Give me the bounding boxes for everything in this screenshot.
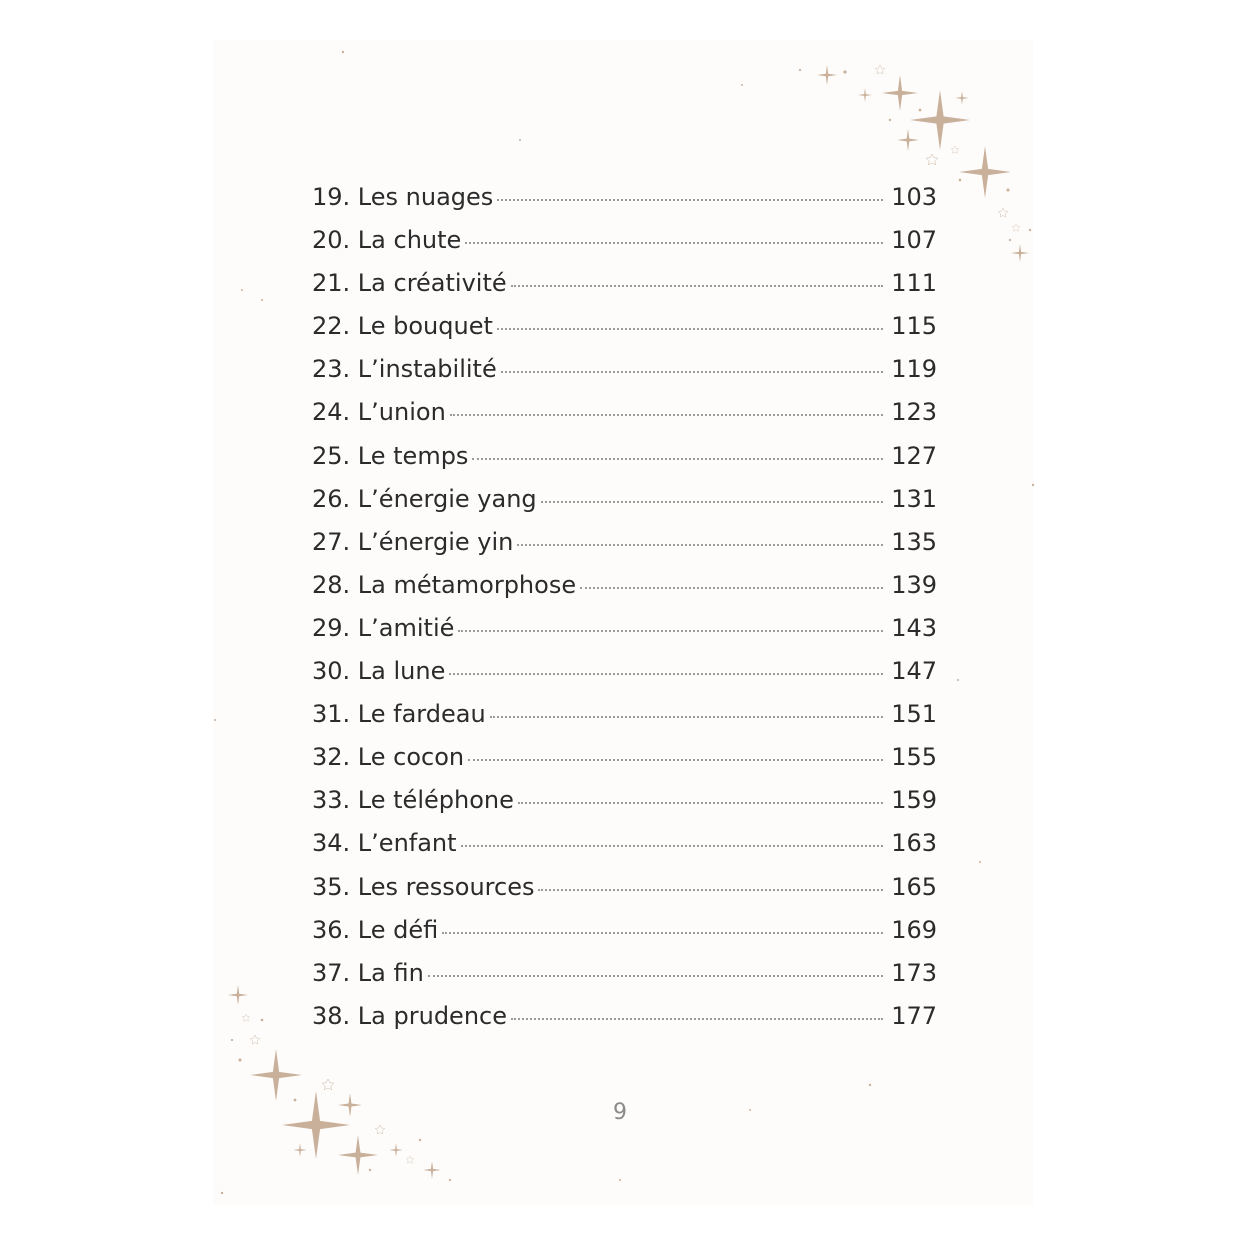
sparkle-star-icon — [910, 90, 970, 150]
outline-star-icon — [998, 208, 1008, 217]
toc-entry[interactable] — [312, 786, 937, 829]
toc-entry-title: 31. Le fardeau — [312, 700, 486, 729]
toc-entry[interactable] — [312, 398, 937, 441]
toc-entry-title: 35. Les ressources — [312, 872, 535, 901]
outline-star-icon — [242, 1014, 250, 1021]
toc-entry-page: 151 — [891, 700, 937, 729]
sparkle-star-icon — [338, 1135, 378, 1175]
toc-entry-page: 163 — [891, 829, 937, 858]
toc-entry-title: 34. L’enfant — [312, 829, 457, 858]
toc-entry-title: 28. La métamorphose — [312, 570, 577, 599]
toc-entry[interactable] — [312, 183, 937, 226]
toc-entry[interactable] — [312, 312, 937, 355]
toc-entry-title: 19. Les nuages — [312, 183, 494, 211]
toc-entry-title: 36. Le défi — [312, 915, 439, 944]
toc-entry-page: 177 — [891, 1001, 937, 1030]
toc-entry[interactable] — [312, 700, 937, 743]
toc-entry-page: 131 — [891, 484, 937, 513]
dot-leader — [501, 371, 883, 373]
dot-leader — [497, 328, 883, 330]
toc-entry-page: 115 — [891, 312, 937, 341]
toc-entry-page: 123 — [891, 398, 937, 427]
outline-star-icon — [926, 154, 937, 165]
dot-leader — [428, 975, 883, 977]
outline-star-icon — [250, 1035, 260, 1044]
dot-leader — [458, 630, 883, 632]
outline-star-icon — [375, 1125, 385, 1134]
toc-entry-page: 143 — [891, 613, 937, 642]
toc-entry-page: 107 — [891, 226, 937, 255]
toc-entry[interactable] — [312, 355, 937, 398]
dot-leader — [472, 458, 883, 460]
toc-entry-title: 27. L’énergie yin — [312, 527, 514, 556]
toc-entry-title: 29. L’amitié — [312, 613, 455, 642]
toc-entry[interactable] — [312, 226, 937, 269]
toc-entry-title: 22. Le bouquet — [312, 312, 493, 341]
toc-entry-page: 169 — [891, 915, 937, 944]
dot-leader — [490, 716, 883, 718]
toc-entry-page: 103 — [891, 183, 937, 211]
toc-entry-page: 147 — [891, 657, 937, 686]
sparkle-star-icon — [858, 88, 872, 102]
outline-star-icon — [322, 1079, 333, 1090]
toc-entry[interactable] — [312, 916, 937, 959]
dot-leader — [580, 587, 883, 589]
dot-leader — [541, 501, 883, 503]
dot-leader — [538, 889, 883, 891]
toc-entry-page: 111 — [891, 269, 937, 298]
toc-entry-page: 165 — [891, 872, 937, 901]
toc-entry-page: 155 — [891, 743, 937, 772]
toc-entry-title: 32. Le cocon — [312, 743, 465, 772]
dot-leader — [517, 544, 883, 546]
toc-entry-title: 20. La chute — [312, 226, 462, 255]
outline-star-icon — [951, 146, 959, 153]
toc-entry-page: 135 — [891, 527, 937, 556]
sparkle-star-icon — [228, 985, 248, 1005]
toc-entry-page: 127 — [891, 441, 937, 470]
toc-entry[interactable] — [312, 614, 937, 657]
outline-star-icon — [406, 1156, 414, 1163]
toc-entry[interactable] — [312, 571, 937, 614]
sparkle-star-icon — [817, 65, 837, 85]
toc-entry[interactable] — [312, 959, 937, 1002]
toc-entry-title: 25. Le temps — [312, 441, 469, 470]
dot-leader — [497, 199, 883, 201]
toc-entry-page: 159 — [891, 786, 937, 815]
sparkle-star-icon — [423, 1161, 441, 1179]
sparkle-star-icon — [293, 1143, 307, 1157]
toc-entry-title: 21. La créativité — [312, 269, 507, 298]
dot-leader — [449, 673, 883, 675]
sparkle-star-icon — [955, 91, 969, 105]
toc-entry-page: 119 — [891, 355, 937, 384]
toc-entry[interactable] — [312, 1002, 937, 1045]
toc-entry[interactable] — [312, 657, 937, 700]
toc-entry-title: 26. L’énergie yang — [312, 484, 537, 513]
toc-entry[interactable] — [312, 528, 937, 571]
sparkle-star-icon — [1011, 244, 1029, 262]
sparkle-star-icon — [338, 1093, 362, 1117]
toc-entry-title: 30. La lune — [312, 657, 446, 686]
dot-leader — [468, 759, 883, 761]
dot-leader — [465, 242, 883, 244]
table-of-contents — [312, 183, 937, 1045]
sparkle-star-icon — [959, 146, 1011, 198]
sparkle-star-icon — [882, 75, 918, 111]
toc-entry-title: 38. La prudence — [312, 1001, 507, 1030]
sparkle-star-icon — [282, 1091, 350, 1159]
toc-entry-title: 23. L’instabilité — [312, 355, 497, 384]
toc-entry[interactable] — [312, 442, 937, 485]
toc-entry-title: 24. L’union — [312, 398, 446, 427]
toc-entry-page: 173 — [891, 958, 937, 987]
toc-entry[interactable] — [312, 873, 937, 916]
dot-leader — [518, 802, 883, 804]
toc-entry[interactable] — [312, 485, 937, 528]
dot-leader — [442, 932, 883, 934]
dot-leader — [511, 285, 883, 287]
dot-leader — [511, 1018, 883, 1020]
toc-entry[interactable] — [312, 743, 937, 786]
sparkle-star-icon — [897, 129, 919, 151]
toc-entry-title: 37. La fin — [312, 958, 424, 987]
dot-leader — [450, 414, 883, 416]
toc-entry[interactable] — [312, 829, 937, 872]
outline-star-icon — [875, 65, 885, 74]
toc-entry[interactable] — [312, 269, 937, 312]
toc-entry-title: 33. Le téléphone — [312, 786, 514, 815]
outline-star-icon — [1012, 224, 1020, 231]
page-number: 9 — [613, 1100, 627, 1125]
dot-leader — [461, 845, 883, 847]
sparkle-star-icon — [250, 1049, 302, 1101]
toc-entry-page: 139 — [891, 570, 937, 599]
sparkle-star-icon — [389, 1143, 403, 1157]
